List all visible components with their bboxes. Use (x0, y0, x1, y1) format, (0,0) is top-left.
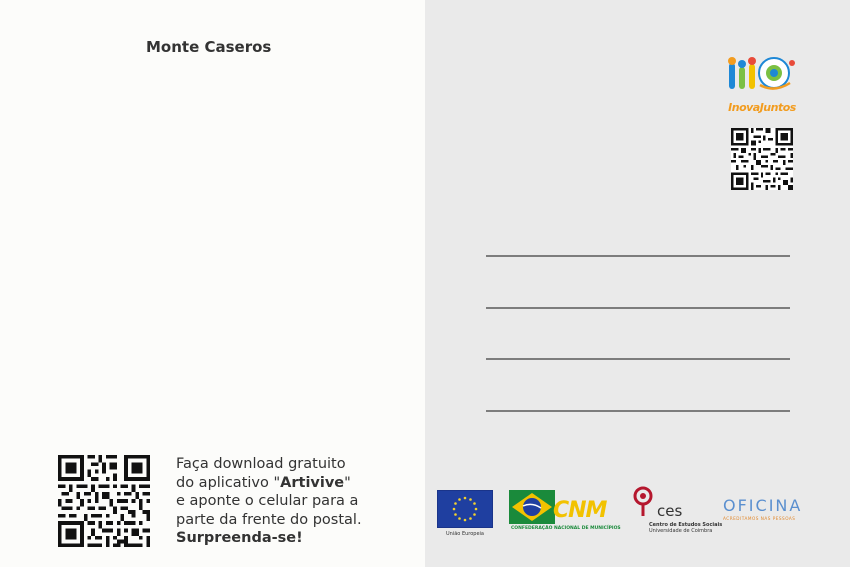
oficina-logo (723, 496, 823, 521)
address-panel (425, 0, 850, 567)
brazil-flag-icon (509, 490, 555, 526)
download-instructions (176, 455, 416, 548)
download-line-1: Faça download gratuito (176, 456, 346, 472)
partner-logos (437, 486, 845, 546)
oficina-caption: ACREDITAMOS NAS PESSOAS (723, 516, 796, 521)
inovajuntos-wordmark: InovaJuntos (728, 101, 796, 114)
download-line-2: do aplicativo "Artivive" (176, 474, 351, 491)
address-lines (486, 255, 790, 461)
cnm-logo (509, 488, 621, 534)
eu-caption: União Europeia (446, 531, 484, 537)
address-line[interactable] (486, 307, 790, 309)
surprise-text: Surpreenda-se! (176, 530, 303, 546)
cnm-wordmark: CNM (553, 498, 607, 523)
eu-flag-icon (437, 490, 493, 528)
download-line-4: parte da frente do postal. (176, 511, 362, 528)
ces-wordmark: ces (657, 502, 683, 520)
address-line[interactable] (486, 358, 790, 360)
oficina-wordmark: OFICINA (723, 496, 803, 515)
cnm-caption: CONFEDERAÇÃO NACIONAL DE MUNICÍPIOS (511, 526, 621, 531)
qr-code-icon (731, 128, 793, 190)
address-line[interactable] (486, 255, 790, 257)
location-title: Monte Caseros (146, 38, 272, 56)
app-name: Artivive (280, 474, 345, 491)
ces-caption: Centro de Estudos Sociais Universidade de Coimbra (649, 522, 723, 534)
ces-logo-icon (631, 486, 657, 518)
eu-logo (437, 490, 493, 537)
qr-code-icon (58, 455, 150, 547)
download-line-3: e aponte o celular para a (176, 493, 359, 509)
ces-logo (627, 486, 723, 536)
address-line[interactable] (486, 410, 790, 412)
